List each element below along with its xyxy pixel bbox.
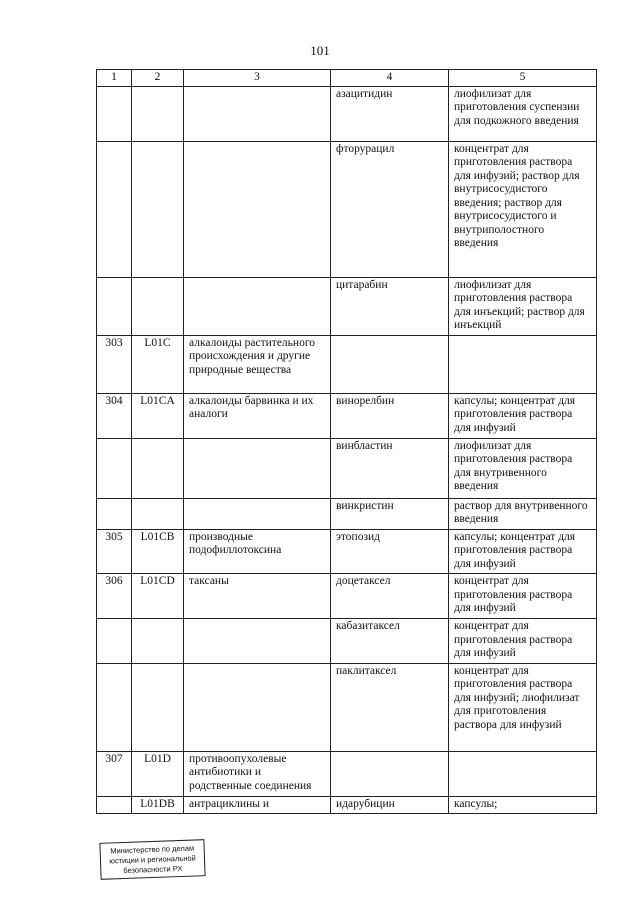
drug-name: азацитидин bbox=[331, 86, 449, 141]
empty-cell bbox=[97, 663, 132, 751]
empty-cell bbox=[184, 438, 331, 498]
empty-cell bbox=[132, 663, 184, 751]
drug-name: доцетаксел bbox=[331, 574, 449, 619]
table-row bbox=[97, 438, 597, 498]
group-name: противоопухолевые антибиотики и родственные соединения bbox=[184, 751, 331, 796]
drug-name: идарубицин bbox=[331, 796, 449, 814]
empty-cell bbox=[331, 751, 449, 796]
dosage-form: капсулы; концентрат для приготовления раствора для инфузий bbox=[449, 529, 597, 574]
table-row bbox=[97, 393, 597, 438]
table-row bbox=[97, 529, 597, 574]
medicines-table bbox=[96, 69, 597, 814]
table-row bbox=[97, 335, 597, 393]
drug-name: этопозид bbox=[331, 529, 449, 574]
row-number: 305 bbox=[97, 529, 132, 574]
row-number: 306 bbox=[97, 574, 132, 619]
table-row bbox=[97, 574, 597, 619]
drug-name: винкристин bbox=[331, 498, 449, 529]
table-row bbox=[97, 796, 597, 814]
atc-code: L01C bbox=[132, 335, 184, 393]
col-header-2: 2 bbox=[132, 70, 184, 87]
dosage-form: лиофилизат для приготовления суспензии для подкожного введения bbox=[449, 86, 597, 141]
drug-name: цитарабин bbox=[331, 277, 449, 335]
group-name: производные подофиллотоксина bbox=[184, 529, 331, 574]
atc-code: L01CD bbox=[132, 574, 184, 619]
table-row bbox=[97, 663, 597, 751]
col-header-3: 3 bbox=[184, 70, 331, 87]
table-row bbox=[97, 86, 597, 141]
empty-cell bbox=[449, 751, 597, 796]
dosage-form: лиофилизат для приготовления раствора для внутривенного введения bbox=[449, 438, 597, 498]
empty-cell bbox=[449, 335, 597, 393]
ministry-stamp: Министерство по делам юстиции и региональной безопасности РХ bbox=[99, 839, 205, 880]
atc-code: L01DB bbox=[132, 796, 184, 814]
group-name: таксаны bbox=[184, 574, 331, 619]
table-row bbox=[97, 277, 597, 335]
atc-code: L01CB bbox=[132, 529, 184, 574]
col-header-5: 5 bbox=[449, 70, 597, 87]
table-row bbox=[97, 498, 597, 529]
empty-cell bbox=[97, 438, 132, 498]
empty-cell bbox=[97, 277, 132, 335]
empty-cell bbox=[97, 86, 132, 141]
empty-cell bbox=[184, 619, 331, 664]
empty-cell bbox=[184, 663, 331, 751]
table-row bbox=[97, 619, 597, 664]
table-row bbox=[97, 751, 597, 796]
empty-cell bbox=[97, 498, 132, 529]
dosage-form: лиофилизат для приготовления раствора для инъекций; раствор для инъекций bbox=[449, 277, 597, 335]
atc-code: L01D bbox=[132, 751, 184, 796]
header-row bbox=[97, 70, 597, 87]
drug-name: кабазитаксел bbox=[331, 619, 449, 664]
empty-cell bbox=[184, 141, 331, 277]
dosage-form: раствор для внутривенного введения bbox=[449, 498, 597, 529]
row-number: 303 bbox=[97, 335, 132, 393]
empty-cell bbox=[132, 619, 184, 664]
dosage-form: капсулы; bbox=[449, 796, 597, 814]
empty-cell bbox=[97, 619, 132, 664]
drug-name: винбластин bbox=[331, 438, 449, 498]
empty-cell bbox=[331, 335, 449, 393]
dosage-form: концентрат для приготовления раствора для инфузий bbox=[449, 574, 597, 619]
drug-name: фторурацил bbox=[331, 141, 449, 277]
empty-cell bbox=[132, 438, 184, 498]
col-header-1: 1 bbox=[97, 70, 132, 87]
empty-cell bbox=[184, 498, 331, 529]
table-row bbox=[97, 141, 597, 277]
row-number: 307 bbox=[97, 751, 132, 796]
empty-cell bbox=[132, 498, 184, 529]
dosage-form: концентрат для приготовления раствора для инфузий bbox=[449, 619, 597, 664]
atc-code: L01CA bbox=[132, 393, 184, 438]
empty-cell bbox=[97, 141, 132, 277]
empty-cell bbox=[184, 277, 331, 335]
dosage-form: капсулы; концентрат для приготовления раствора для инфузий bbox=[449, 393, 597, 438]
empty-cell bbox=[132, 86, 184, 141]
empty-cell bbox=[132, 277, 184, 335]
drug-name: паклитаксел bbox=[331, 663, 449, 751]
group-name: алкалоиды растительного происхождения и другие природные вещества bbox=[184, 335, 331, 393]
group-name: алкалоиды барвинка и их аналоги bbox=[184, 393, 331, 438]
empty-cell bbox=[184, 86, 331, 141]
row-number: 304 bbox=[97, 393, 132, 438]
group-name: антрациклины и bbox=[184, 796, 331, 814]
page-number: 101 bbox=[310, 43, 330, 58]
dosage-form: концентрат для приготовления раствора для инфузий; лиофилизат для приготовления раствора для инфузий bbox=[449, 663, 597, 751]
empty-cell bbox=[97, 796, 132, 814]
col-header-4: 4 bbox=[331, 70, 449, 87]
drug-name: винорелбин bbox=[331, 393, 449, 438]
dosage-form: концентрат для приготовления раствора для инфузий; раствор для внутрисосудистого введения; раствор для внутрисосудистого и внутриполостного введения bbox=[449, 141, 597, 277]
empty-cell bbox=[132, 141, 184, 277]
